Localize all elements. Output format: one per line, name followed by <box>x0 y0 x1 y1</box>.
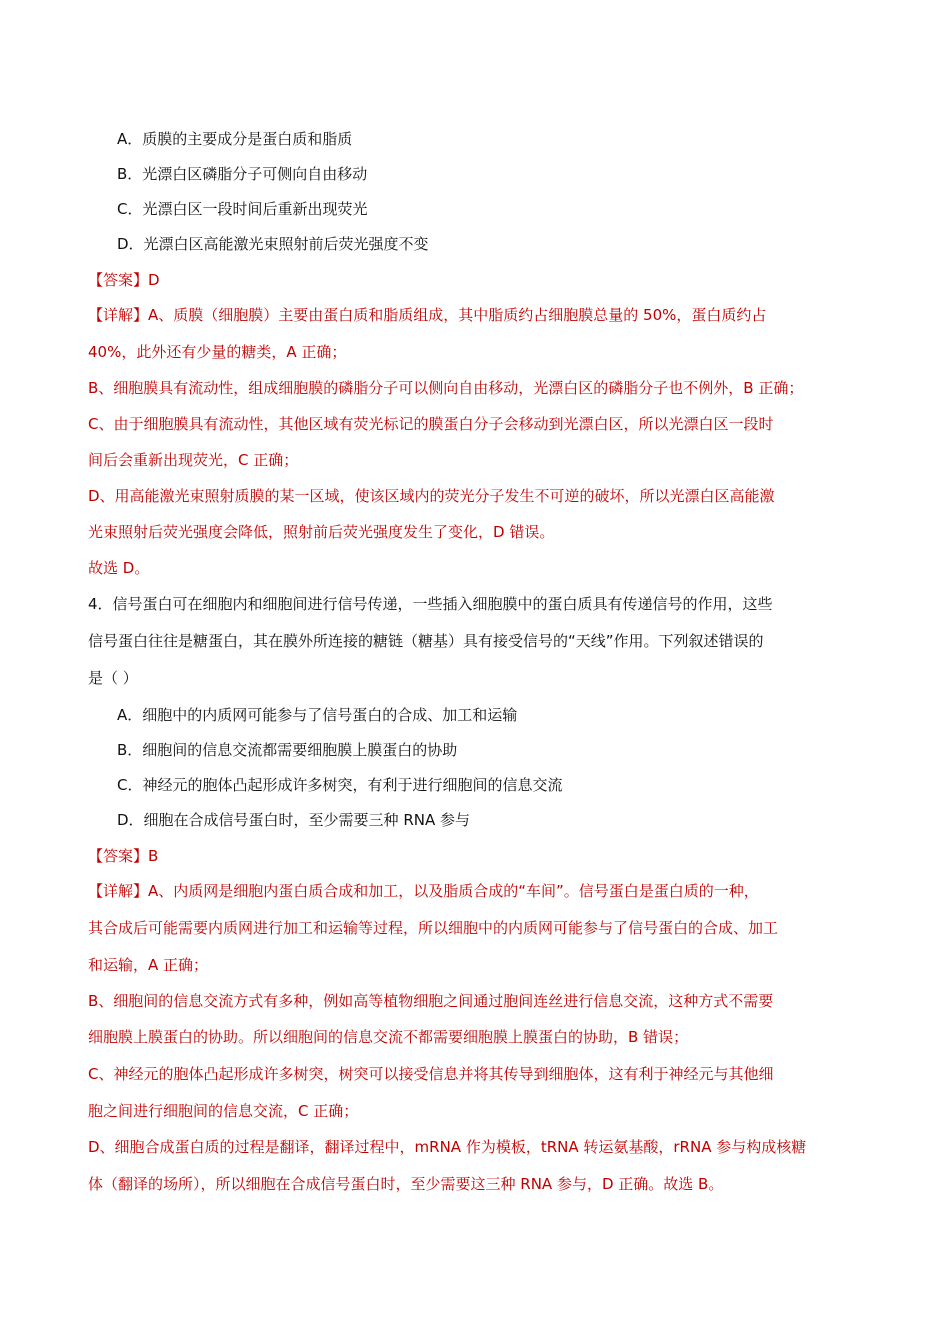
q4-explanation-line: 【详解】A、内质网是细胞内蛋白质合成和加工，以及脂质合成的“车间”。信号蛋白是蛋白质的一种， <box>88 882 759 900</box>
q3-answer: 【答案】D <box>88 271 160 289</box>
q4-explanation-line: D、细胞合成蛋白质的过程是翻译，翻译过程中，mRNA 作为模板，tRNA 转运氨基酸，rRNA 参与构成核糖 <box>88 1138 807 1156</box>
q3-conclusion: 故选 D。 <box>88 559 150 577</box>
q3-explanation-line: 光束照射后荧光强度会降低，照射前后荧光强度发生了变化，D 错误。 <box>88 523 555 541</box>
q3-explanation-line: D、用高能激光束照射质膜的某一区域，使该区域内的荧光分子发生不可逆的破坏，所以光漂白区高能激 <box>88 487 775 505</box>
q4-option-a: A．细胞中的内质网可能参与了信号蛋白的合成、加工和运输 <box>117 706 518 724</box>
q4-explanation-line: B、细胞间的信息交流方式有多种，例如高等植物细胞之间通过胞间连丝进行信息交流，这种方式不需要 <box>88 992 774 1010</box>
q4-option-c: C．神经元的胞体凸起形成许多树突，有利于进行细胞间的信息交流 <box>117 776 563 794</box>
q4-explanation-line: 胞之间进行细胞间的信息交流，C 正确； <box>88 1102 359 1120</box>
q4-explanation-line: 细胞膜上膜蛋白的协助。所以细胞间的信息交流不都需要细胞膜上膜蛋白的协助，B 错误； <box>88 1028 689 1046</box>
q3-option-c: C．光漂白区一段时间后重新出现荧光 <box>117 200 368 218</box>
q3-explanation-line: 间后会重新出现荧光，C 正确； <box>88 451 299 469</box>
q3-option-b: B．光漂白区磷脂分子可侧向自由移动 <box>117 165 368 183</box>
q4-option-b: B．细胞间的信息交流都需要细胞膜上膜蛋白的协助 <box>117 741 458 759</box>
q3-option-a: A．质膜的主要成分是蛋白质和脂质 <box>117 130 353 148</box>
q3-explanation-line: 【详解】A、质膜（细胞膜）主要由蛋白质和脂质组成，其中脂质约占细胞膜总量的 50%，蛋白质约占 <box>88 306 767 324</box>
q4-stem-line: 4．信号蛋白可在细胞内和细胞间进行信号传递，一些插入细胞膜中的蛋白质具有传递信号的作用，这些 <box>88 595 773 613</box>
q4-option-d: D．细胞在合成信号蛋白时，至少需要三种 RNA 参与 <box>117 811 470 829</box>
q3-explanation-line: C、由于细胞膜具有流动性，其他区域有荧光标记的膜蛋白分子会移动到光漂白区，所以光漂白区一段时 <box>88 415 774 433</box>
q4-explanation-line: 其合成后可能需要内质网进行加工和运输等过程，所以细胞中的内质网可能参与了信号蛋白的合成、加工 <box>88 919 779 937</box>
q3-option-d: D．光漂白区高能激光束照射前后荧光强度不变 <box>117 235 429 253</box>
q4-stem-line: 是（ ） <box>88 669 138 687</box>
q4-explanation-line: 体（翻译的场所），所以细胞在合成信号蛋白时，至少需要这三种 RNA 参与，D 正确。故选 B。 <box>88 1175 724 1193</box>
q4-explanation-line: 和运输，A 正确； <box>88 956 209 974</box>
q3-explanation-line: 40%，此外还有少量的糖类，A 正确； <box>88 343 347 361</box>
q4-explanation-line: C、神经元的胞体凸起形成许多树突，树突可以接受信息并将其传导到细胞体，这有利于神经元与其他细 <box>88 1065 774 1083</box>
q3-explanation-line: B、细胞膜具有流动性，组成细胞膜的磷脂分子可以侧向自由移动，光漂白区的磷脂分子也不例外，B 正确； <box>88 379 804 397</box>
q4-answer: 【答案】B <box>88 847 159 865</box>
q4-stem-line: 信号蛋白往往是糖蛋白，其在膜外所连接的糖链（糖基）具有接受信号的“天线”作用。下列叙述错误的 <box>88 632 764 650</box>
